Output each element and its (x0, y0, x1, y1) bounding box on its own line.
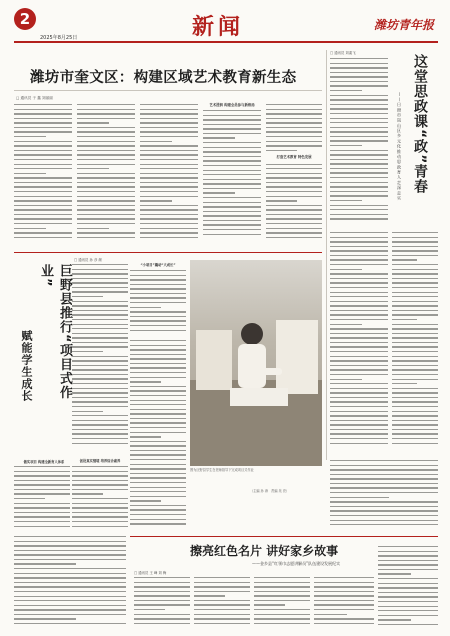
juye-subtitle: 赋能学生成长 (20, 330, 33, 402)
photo-illustration (190, 260, 322, 466)
sizheng-column-c (330, 460, 438, 530)
lead-column-4 (203, 110, 261, 244)
paper-name: 潍坊青年报 (373, 18, 434, 32)
redcard-column-1 (134, 577, 190, 631)
redcard-headline: 擦亮红色名片 讲好家乡故事 (190, 544, 339, 558)
redcard-byline: □ 通讯员 王 峰 刘 梅 (134, 571, 167, 575)
lead-byline: □ 通讯员 于 鑫 刘丽丽 (16, 96, 53, 100)
masthead (14, 6, 438, 44)
sizheng-byline: □ 通讯员 刘素飞 (330, 51, 356, 55)
lead-subhead-2: 打造艺术教育 特色发展 (276, 155, 312, 159)
photo-books-right (276, 320, 318, 394)
redcard-column-5 (378, 546, 438, 632)
lead-column-3 (140, 104, 198, 244)
redcard-column-3 (254, 577, 310, 631)
lead-subhead-1: 艺术浸润 构建全员参与新格局 (209, 103, 255, 107)
juye-photo (190, 260, 322, 466)
juye-column-0 (14, 466, 70, 532)
juye-subhead-3: 创设真实情境 培养综合素养 (79, 459, 121, 463)
photo-papers (230, 388, 288, 406)
photo-person-body (238, 344, 266, 388)
redcard-top-rule (130, 536, 438, 537)
juye-photo-caption: 图为巨野县学生在老师指导下完成项目式作业 (190, 468, 254, 472)
section-title: 新闻 (192, 14, 245, 40)
masthead-rule (14, 41, 438, 43)
juye-subhead-2: “小项目”撬动“大成长” (140, 263, 176, 267)
juye-subhead-1: 做实项目 构建全新育人体系 (23, 460, 65, 464)
sizheng-subtitle: ——日照市岚山区多元化推动思政育人走深走实 (397, 92, 402, 201)
sizheng-column-a (330, 232, 388, 456)
lead-column-1 (14, 104, 72, 244)
photo-person-arm (252, 368, 282, 375)
juye-column-4 (130, 340, 186, 532)
juye-byline: □ 通讯员 孙 彦 颜 (74, 258, 102, 262)
lead-column-2 (77, 104, 135, 244)
page-date: 2025年8月25日 (40, 35, 78, 41)
sizheng-title: 这堂思政课“政”青春 (412, 54, 428, 195)
redcard-column-4 (314, 577, 374, 631)
juye-column-3 (72, 466, 128, 532)
photo-person-head (241, 323, 263, 345)
juye-column-2 (130, 270, 186, 336)
juye-column-1 (72, 264, 128, 454)
juye-top-rule (14, 252, 322, 253)
page-number-badge (14, 8, 36, 30)
juye-title: 巨野县推行“项目式作业” (38, 264, 72, 400)
sizheng-intro-column (330, 58, 388, 228)
lead-headline: 潍坊市奎文区：构建区域艺术教育新生态 (30, 70, 297, 86)
photo-books-left (196, 330, 232, 390)
page-number: 2 (19, 10, 31, 28)
redcard-column-2 (194, 577, 250, 631)
sizheng-column-b (392, 232, 438, 456)
lead-column-5 (266, 104, 322, 244)
redcard-subtitle: ——金乡县“红领巾志愿讲解员”队伍建设发展纪实 (252, 561, 341, 566)
page-editor: （主编 孙 涛 责编 吴 亮） (250, 489, 290, 493)
right-column-divider (326, 50, 327, 460)
redcard-column-0 (14, 536, 126, 630)
lead-headline-rule (14, 90, 322, 91)
